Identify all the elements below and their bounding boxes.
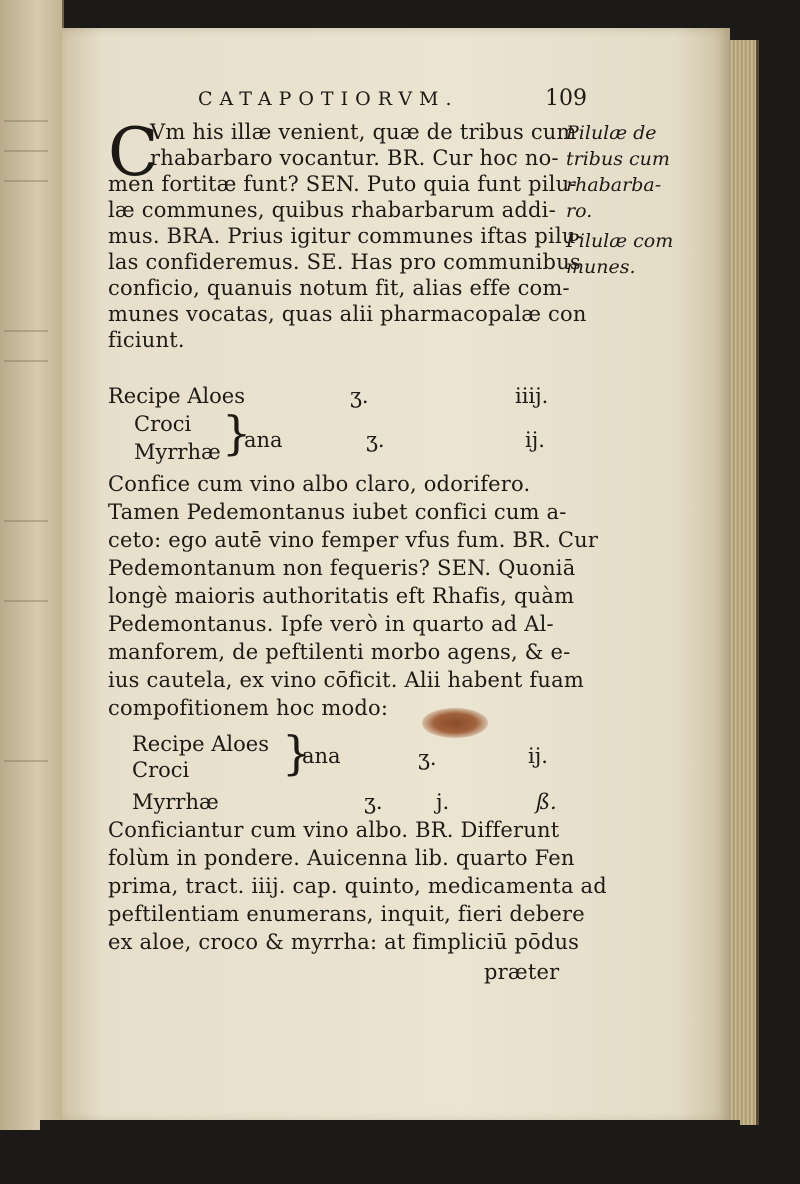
- recipe-label: Recipe Aloes: [132, 732, 269, 756]
- margin-note: tribus cum: [566, 148, 670, 170]
- body-line: Pedemontanum non fequeris? SEN. Quoniā: [108, 556, 576, 580]
- body-line: compofitionem hoc modo:: [108, 696, 389, 720]
- margin-note: ro.: [566, 200, 593, 222]
- recipe-ingredient: Myrrhæ: [134, 440, 221, 464]
- margin-note: munes.: [566, 256, 636, 278]
- body-line: manforem, de peftilenti morbo agens, & e-: [108, 640, 571, 664]
- body-line: ficiunt.: [108, 328, 185, 352]
- body-line: conficio, quanuis notum fit, alias effe com-: [108, 276, 570, 300]
- recipe-fraction: ß.: [536, 790, 557, 814]
- recipe-symbol: ʒ.: [418, 746, 437, 770]
- margin-note: Pilulæ com: [566, 230, 674, 252]
- page-number: 109: [545, 86, 587, 111]
- recipe-symbol: ʒ.: [364, 790, 383, 814]
- recipe-amount: ij.: [525, 428, 545, 452]
- body-line: Conficiantur cum vino albo. BR. Differunt: [108, 818, 560, 842]
- body-line: rhabarbaro vocantur. BR. Cur hoc no-: [150, 146, 559, 170]
- recipe-symbol: ʒ.: [350, 384, 369, 408]
- recipe-ingredient: Croci: [134, 412, 192, 436]
- bottom-shadow: [40, 1120, 740, 1184]
- ink-stain: [422, 708, 488, 738]
- body-line: Pedemontanus. Ipfe verò in quarto ad Al-: [108, 612, 554, 636]
- margin-note: rhabarba-: [566, 174, 662, 196]
- body-line: men fortitæ funt? SEN. Puto quia funt pilu-: [108, 172, 577, 196]
- running-head: CATAPOTIORVM.: [198, 88, 459, 110]
- body-line: Vm his illæ venient, quæ de tribus cum: [150, 120, 577, 144]
- body-line: folùm in pondere. Auicenna lib. quarto Fen: [108, 846, 575, 870]
- brace-icon: }: [282, 726, 312, 780]
- recipe-ingredient: Myrrhæ: [132, 790, 219, 814]
- recipe-amount: j.: [436, 790, 450, 814]
- recipe-symbol: ʒ.: [366, 428, 385, 452]
- body-line: ius cautela, ex vino cōficit. Alii habent fuam: [108, 668, 584, 692]
- recipe-ingredient: Croci: [132, 758, 190, 782]
- brace-icon: }: [222, 406, 252, 460]
- margin-note: Pilulæ de: [566, 122, 657, 144]
- body-line: las confideremus. SE. Has pro communibus: [108, 250, 581, 274]
- body-line: ceto: ego autē vino femper vfus fum. BR. Cur: [108, 528, 599, 552]
- recipe-ana: ana: [302, 744, 341, 768]
- body-line: Tamen Pedemontanus iubet confici cum a-: [108, 500, 567, 524]
- body-line: ex aloe, croco & myrrha: at fimpliciū pōdus: [108, 930, 580, 954]
- body-line: mus. BRA. Prius igitur communes iftas pilu-: [108, 224, 583, 248]
- facing-page-edge: [0, 0, 64, 1130]
- body-line: læ communes, quibus rhabarbarum addi-: [108, 198, 556, 222]
- body-line: longè maioris authoritatis eft Rhafis, quàm: [108, 584, 575, 608]
- body-line: peftilentiam enumerans, inquit, fieri debere: [108, 902, 585, 926]
- catchword: præter: [484, 960, 560, 984]
- body-line: munes vocatas, quas alii pharmacopalæ con: [108, 302, 587, 326]
- recipe-amount: iiij.: [515, 384, 549, 408]
- page-edges: [728, 40, 759, 1125]
- recipe-ana: ana: [244, 428, 283, 452]
- drop-cap: C: [108, 114, 159, 191]
- body-line: prima, tract. iiij. cap. quinto, medicamenta ad: [108, 874, 607, 898]
- recipe-amount: ij.: [528, 744, 548, 768]
- body-line: Confice cum vino albo claro, odorifero.: [108, 472, 531, 496]
- recipe-label: Recipe Aloes: [108, 384, 245, 408]
